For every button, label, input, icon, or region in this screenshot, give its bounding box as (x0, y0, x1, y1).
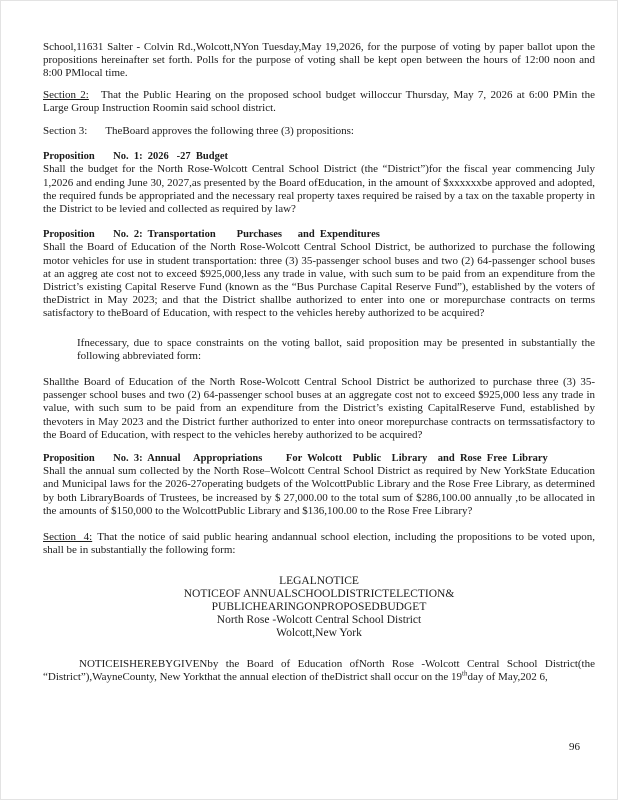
legal-notice-district: North Rose -Wolcott Central School District (216, 614, 422, 627)
proposition-1-heading: Proposition No. 1: 2026 -27 Budget (43, 151, 229, 163)
document-content (43, 41, 595, 684)
notice-given-text-end: day of May,202 6, (467, 670, 548, 683)
section-4-text: That the notice of said public hearing andannual school election, including the propositions to be voted upon, shall be in substantially the following form: (43, 531, 595, 557)
legal-notice-block (43, 575, 595, 641)
notice-given-paragraph (43, 658, 595, 684)
notice-given-text: NOTICEISHEREBYGIVENby the Board of Education ofNorth Rose -Wolcott Central School District(the “District”),WayneCounty, New Yorkthat the annual election of theDistrict shall occur on the 19 (43, 657, 595, 683)
section-2-label: Section 2: (43, 88, 89, 101)
proposition-3-body: Shall the annual sum collected by the North Rose–Wolcott Central School District as required by New YorkState Education and Municipal laws for the 2026-27operating budgets of the WolcottPublic Library and the Rose Free Library, as determined by both LibraryBoards of Trustees, be increased by $ 27,000.00 to the total sum of $286,100.00 annually ,to be allocated in the amounts of $150,000 to the WolcottPublic Library and $136,100.00 to the Rose Free Library? (43, 465, 595, 517)
ordinal-superscript: th (462, 669, 468, 678)
proposition-3-heading: Proposition No. 3: Annual Appropriations For Wolcott Public Library and Rose Free Library (43, 453, 548, 465)
section-3-label: Section 3: (43, 125, 88, 138)
proposition-1-body: Shall the budget for the North Rose-Wolcott Central School District (the “District”)for the fiscal year commencing July 1,2026 and ending June 30, 2027,as presented by the Board ofEducation, in the amount of $xxxxxxbe approved and adopted, the required funds be appropriated and the necessary real property taxes required be raised by a tax on the taxable property in the District to be levied and collected as required by law? (43, 163, 595, 216)
legal-notice-location: Wolcott,New York (276, 627, 362, 640)
section-3-paragraph (43, 125, 595, 138)
if-necessary-note: Ifnecessary, due to space constraints on the voting ballot, said proposition may be presented in substantially the following abbreviated form: (77, 336, 595, 362)
abbreviated-proposition: Shallthe Board of Education of the North Rose-Wolcott Central School District be authorized to purchase three (3) 35-passenger school buses and two (2) 64-passenger school buses at an aggregate cost not to exceed $925,000 less any trade in value, with such sum to be paid from an expenditure from the District’s existing CapitalReserve Fund, established by thevoters in May 2023 and the District further authorized to enter into oneor morepurchase contracts on termssatisfactory to the Board of Education, with respect to the vehicles hereby authorized to be acquired? (43, 376, 595, 441)
page-number: 96 (569, 741, 580, 753)
section-4-paragraph (43, 531, 595, 557)
legal-notice-line: NOTICEOF ANNUALSCHOOLDISTRICTELECTION& (183, 587, 455, 600)
section-2-text: That the Public Hearing on the proposed school budget willoccur Thursday, May 7, 2026 at 6:00 PMin the Large Group Instruction Roomin said school district. (43, 88, 595, 114)
section-2-paragraph (43, 89, 595, 115)
section-4-label: Section 4: (43, 531, 93, 544)
proposition-2-heading: Proposition No. 2: Transportation Purchases and Expenditures (43, 229, 380, 241)
legal-notice-title: LEGALNOTICE (279, 574, 359, 587)
section-3-text: TheBoard approves the following three (3) propositions: (105, 125, 354, 138)
legal-notice-line: PUBLICHEARINGONPROPOSEDBUDGET (211, 600, 427, 613)
intro-paragraph: School,11631 Salter - Colvin Rd.,Wolcott,NYon Tuesday,May 19,2026, for the purpose of voting by paper ballot upon the propositions hereinafter set forth. Polls for the purpose of voting shall be kept open between the hours of 12:00 noon and 8:00 PMlocal time. (43, 41, 595, 80)
proposition-2-body: Shall the Board of Education of the North Rose-Wolcott Central School District, be authorized to purchase the following motor vehicles for use in student transportation: three (3) 35-passenger school buses and two (2) 64-passenger school buses at an aggreg ate cost not to exceed $925,000,less any trade in value, with such sum to be paid from an expenditure from the District’s existing Capital Reserve Fund (known as the “Bus Purchase Capital Reserve Fund”), established by the voters of theDistrict in May 2023; and that the District shallbe authorized to enter into one or morepurchase contracts on terms satisfactory to theBoard of Education, with respect to the vehicles hereby authorized to be acquired? (43, 241, 595, 320)
